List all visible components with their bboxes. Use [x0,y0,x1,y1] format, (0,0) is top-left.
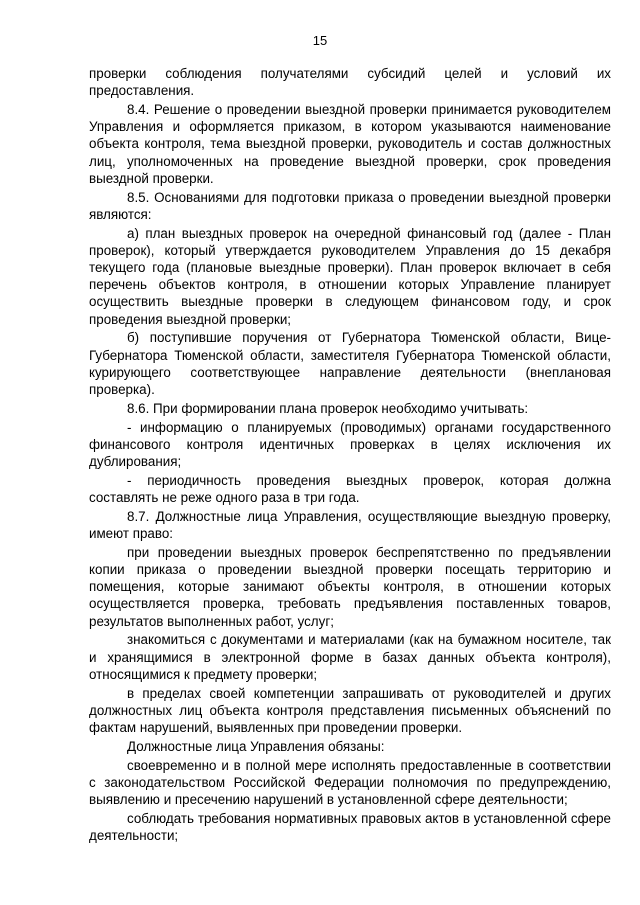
paragraph: при проведении выездных проверок беспрепятственно по предъявлении копии приказа о проведении выездной проверки посещать территорию и помещения, которые занимают объекты контроля, в отношении которых осуществляется проверка, требовать предъявления поставленных товаров, результатов выполненных работ, услуг; [89,544,611,629]
paragraph: 8.4. Решение о проведении выездной проверки принимается руководителем Управления и оформляется приказом, в котором указываются наименование объекта контроля, тема выездной проверки, руководитель и состав должностных лиц, уполномоченных на проведение выездной проверки, срок проведения выездной проверки. [89,102,611,186]
page-number: 15 [312,33,328,48]
paragraph: в пределах своей компетенции запрашивать от руководителей и других должностных лиц объекта контроля представления письменных объяснений по фактам нарушений, выявленных при проведении проверки. [89,685,611,736]
paragraph: соблюдать требования нормативных правовых актов в установленной сфере деятельности; [89,810,611,844]
paragraph: - периодичность проведения выездных проверок, которая должна составлять не реже одного раза в три года. [89,472,611,506]
paragraph: Должностные лица Управления обязаны: [127,738,385,754]
paragraph: 8.6. При формировании плана проверок необходимо учитывать: [127,400,529,416]
paragraph: знакомиться с документами и материалами (как на бумажном носителе, так и хранящимися в электронной форме в базах данных объекта контроля), относящимися к предмету проверки; [89,632,611,682]
paragraph: 8.7. Должностные лица Управления, осуществляющие выездную проверку, имеют право: [89,508,611,542]
paragraph: б) поступившие поручения от Губернатора Тюменской области, Вице-Губернатора Тюменской области, заместителя Губернатора Тюменской области, курирующего соответствующее направление деятельности (внеплановая проверка). [89,330,611,398]
paragraph: своевременно и в полной мере исполнять предоставленные в соответствии с законодательством Российской Федерации полномочия по предупреждению, выявлению и пресечению нарушений в установленной сфере деятельности; [89,757,611,808]
document-body [89,65,611,846]
paragraph: а) план выездных проверок на очередной финансовый год (далее - План проверок), который утверждается руководителем Управления до 15 декабря текущего года (плановые выездные проверки). План проверок включает в себя перечень объектов контроля, в отношении которых Управление планирует осуществить выездные проверки в следующем финансовом году, и срок проведения выездной проверки; [89,225,611,327]
paragraph: проверки соблюдения получателями субсидий целей и условий их предоставления. [89,66,611,99]
paragraph: - информацию о планируемых (проводимых) органами государственного финансового контроля идентичных проверках в целях исключения их дублирования; [89,419,611,470]
paragraph: 8.5. Основаниями для подготовки приказа о проведении выездной проверки являются: [89,189,611,222]
